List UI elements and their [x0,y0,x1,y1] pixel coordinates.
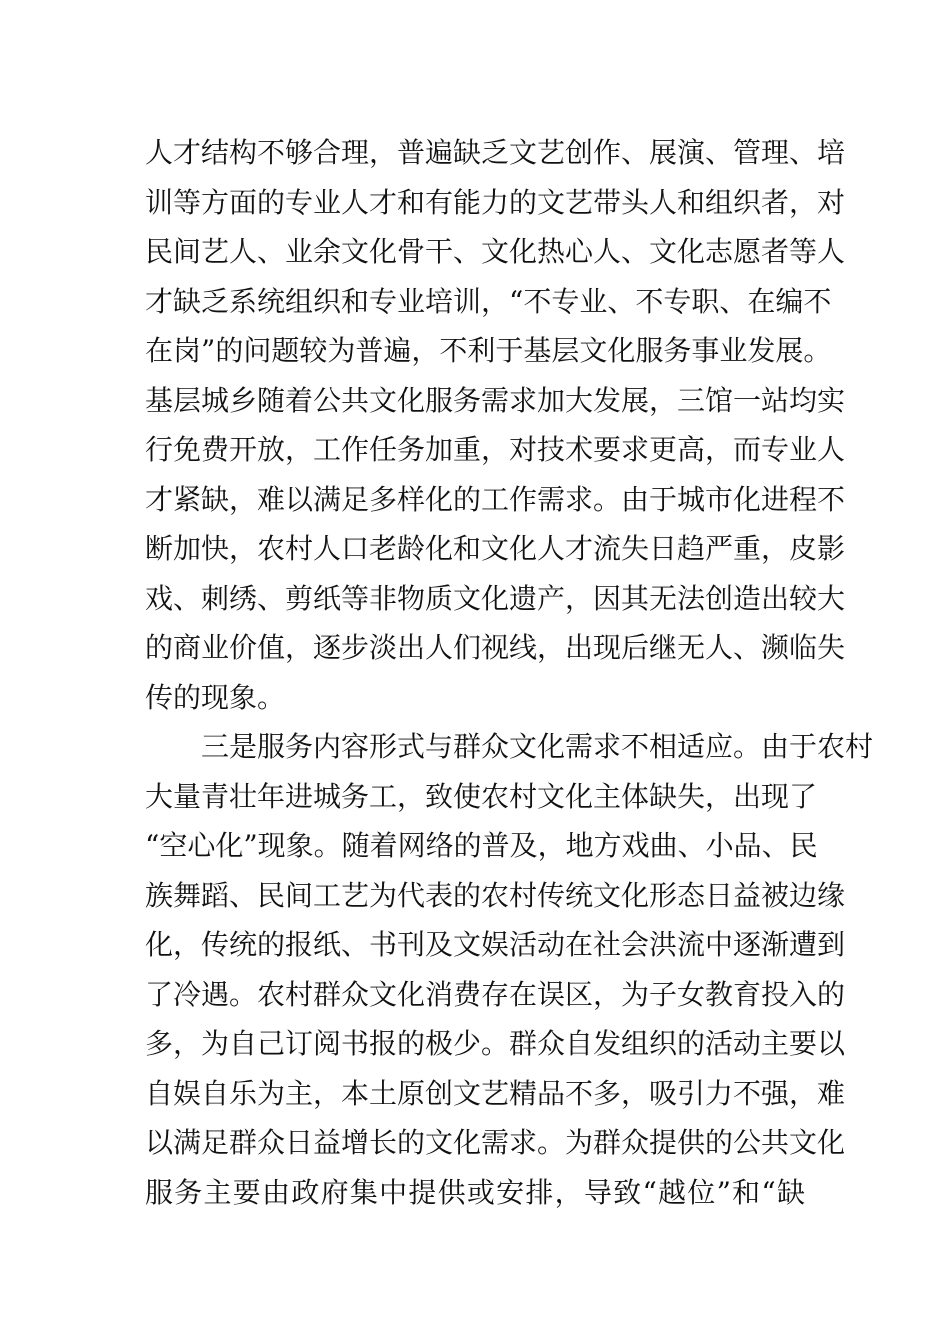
text-line: 基层城乡随着公共文化服务需求加大发展，三馆一站均实 [145,383,846,417]
text-line: 了冷遇。农村群众文化消费存在误区，为子女教育投入的 [145,977,846,1011]
text-line: 自娱自乐为主，本土原创文艺精品不多，吸引力不强，难 [145,1076,846,1110]
paragraph-first-line: 三是服务内容形式与群众文化需求不相适应。由于农村 [201,730,874,763]
text-line: 多，为自己订阅书报的极少。群众自发组织的活动主要以 [145,1027,846,1060]
text-line: 人才结构不够合理，普遍缺乏文艺创作、展演、管理、培 [145,136,846,169]
text-line: 训等方面的专业人才和有能力的文艺带头人和组织者，对 [145,185,846,219]
text-line: 才紧缺，难以满足多样化的工作需求。由于城市化进程不 [145,482,846,516]
text-line: 断加快，农村人口老龄化和文化人才流失日趋严重，皮影 [145,532,846,565]
text-line: 戏、刺绣、剪纸等非物质文化遗产，因其无法创造出较大 [145,581,846,615]
text-line: 大量青壮年进城务工，致使农村文化主体缺失，出现了 [145,779,818,813]
text-line: 服务主要由政府集中提供或安排，导致“越位”和“缺 [145,1175,805,1209]
text-line: 在岗”的问题较为普遍，不利于基层文化服务事业发展。 [145,334,832,367]
text-line: 族舞蹈、民间工艺为代表的农村传统文化形态日益被边缘 [145,878,846,912]
body-text [145,128,874,1217]
text-line: 才缺乏系统组织和专业培训，“不专业、不专职、在编不 [145,284,832,318]
text-line: 民间艺人、业余文化骨干、文化热心人、文化志愿者等人 [145,235,846,268]
text-line: 传的现象。 [145,680,286,714]
text-line: 的商业价值，逐步淡出人们视线，出现后继无人、濒临失 [145,631,846,664]
text-line: “空心化”现象。随着网络的普及，地方戏曲、小品、民 [145,829,818,862]
text-line: 化，传统的报纸、书刊及文娱活动在社会洪流中逐渐遭到 [145,928,846,961]
text-line: 行免费开放，工作任务加重，对技术要求更高，而专业人 [145,433,846,466]
text-line: 以满足群众日益增长的文化需求。为群众提供的公共文化 [145,1126,846,1159]
